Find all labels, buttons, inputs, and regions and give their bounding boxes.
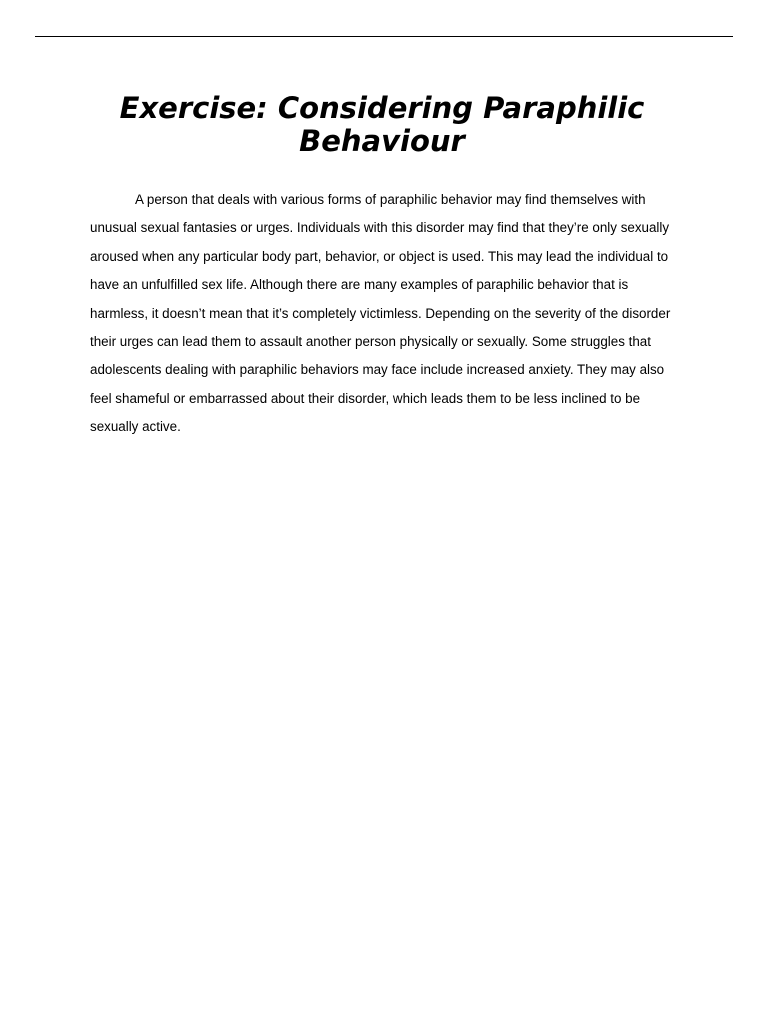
- document-title: Exercise: Considering Paraphilic Behaviour: [119, 91, 645, 158]
- header-rule: [35, 36, 733, 37]
- body-paragraph: A person that deals with various forms of paraphilic behavior may find themselves with unusual sexual fantasies or urges. Individuals with this disorder may find that they’re only sexually aroused when any particular body part, behavior, or object is used. This may lead the individual to have an unfulfilled sex life. Although there are many examples of paraphilic behavior that is harmless, it doesn’t mean that it’s completely victimless. Depending on the severity of the disorder their urges can lead them to assault another person physically or sexually. Some struggles that adolescents dealing with paraphilic behaviors may face include increased anxiety. They may also feel shameful or embarrassed about their disorder, which leads them to be less inclined to be sexually active.: [90, 192, 671, 435]
